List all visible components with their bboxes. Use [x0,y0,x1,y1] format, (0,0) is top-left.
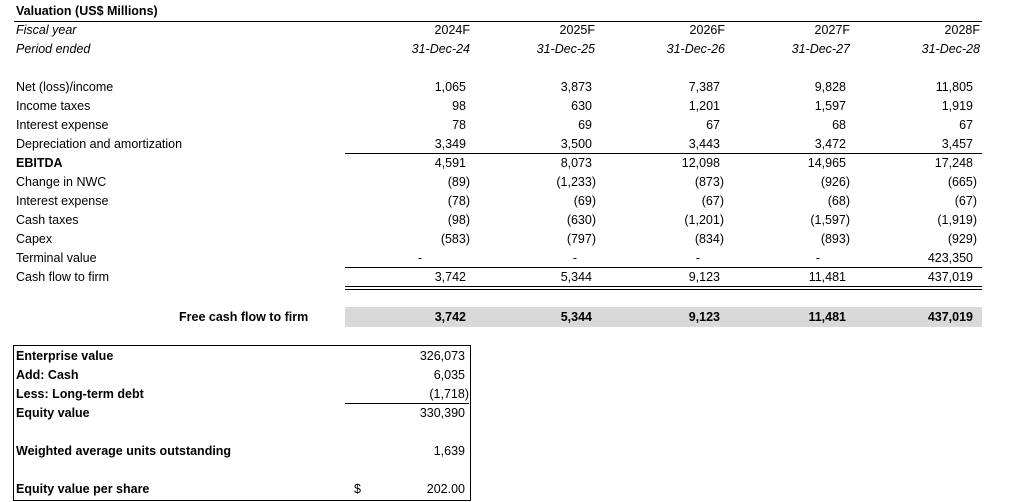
fcf-value: 11,481 [808,310,846,324]
table-cell: (1,201) [684,213,724,227]
table-cell: (630) [566,213,596,227]
year-header-2025: 2025F [559,23,595,37]
table-cell: 11,805 [935,80,973,94]
table-cell: (926) [820,175,850,189]
period-header-2025: 31-Dec-25 [536,42,595,56]
year-header-2024: 2024F [434,23,470,37]
page-title: Valuation (US$ Millions) [16,4,158,18]
row-label-interest-expense-2: Interest expense [16,194,109,208]
per-share-value: 202.00 [426,482,465,496]
less-debt-value: (1,718) [429,387,469,401]
table-cell: (67) [701,194,724,208]
table-cell: (1,597) [810,213,850,227]
table-cell: 68 [832,118,846,132]
table-cell: 3,349 [434,137,466,151]
row-label-capex: Capex [16,232,53,246]
double-rule-top [345,286,982,287]
row-label-depreciation: Depreciation and amortization [16,137,183,151]
equity-value: 330,390 [419,406,465,420]
less-debt-label: Less: Long-term debt [16,387,144,401]
table-cell: (69) [573,194,596,208]
table-cell: 17,248 [934,156,973,170]
table-cell: 67 [706,118,720,132]
table-cell: 8,073 [560,156,592,170]
period-header-2024: 31-Dec-24 [411,42,470,56]
table-cell: 9,828 [814,80,846,94]
table-cell: - [417,251,423,265]
table-cell: (583) [440,232,470,246]
equity-value-label: Equity value [16,406,90,420]
fcf-value: 9,123 [688,310,720,324]
table-cell: (893) [820,232,850,246]
table-cell: 67 [959,118,973,132]
period-label: Period ended [16,42,91,56]
enterprise-value-label: Enterprise value [16,349,114,363]
add-cash-label: Add: Cash [16,368,79,382]
year-header-2026: 2026F [689,23,725,37]
double-rule-bottom [345,289,982,290]
table-cell: (873) [694,175,724,189]
row-label-cash-taxes: Cash taxes [16,213,79,227]
table-cell: 4,591 [434,156,466,170]
row-label-change-nwc: Change in NWC [16,175,107,189]
units-outstanding-label: Weighted average units outstanding [16,444,232,458]
row-label-interest-expense: Interest expense [16,118,109,132]
table-cell: 69 [578,118,592,132]
table-cell: (665) [947,175,977,189]
fcf-value: 3,742 [434,310,466,324]
table-cell: (1,233) [556,175,596,189]
units-outstanding-value: 1,639 [433,444,465,458]
period-header-2027: 31-Dec-27 [791,42,850,56]
table-cell: (89) [447,175,470,189]
fiscal-year-label: Fiscal year [16,23,77,37]
table-cell: (929) [947,232,977,246]
table-cell: 98 [452,99,466,113]
enterprise-value: 326,073 [419,349,465,363]
table-cell: 78 [452,118,466,132]
table-cell: 3,873 [560,80,592,94]
table-cell: 1,201 [688,99,720,113]
table-cell: 437,019 [927,270,973,284]
table-cell: 630 [571,99,592,113]
table-cell: 3,742 [434,270,466,284]
table-cell: 14,965 [807,156,846,170]
fcf-label: Free cash flow to firm [179,310,309,324]
table-cell: (78) [447,194,470,208]
table-cell: - [815,251,821,265]
per-share-label: Equity value per share [16,482,150,496]
table-cell: 3,443 [688,137,720,151]
table-cell: (797) [566,232,596,246]
period-header-2028: 31-Dec-28 [921,42,980,56]
add-cash-value: 6,035 [433,368,465,382]
row-label-terminal-value: Terminal value [16,251,97,265]
table-cell: (1,919) [937,213,977,227]
row-label-net-income: Net (loss)/income [16,80,114,94]
table-cell: 11,481 [808,270,846,284]
table-cell: 3,472 [814,137,846,151]
fcf-value: 437,019 [927,310,973,324]
table-cell: 7,387 [688,80,720,94]
table-cell: 423,350 [927,251,973,265]
table-cell: (68) [827,194,850,208]
row-label-ebitda: EBITDA [16,156,63,170]
table-cell: 1,919 [941,99,973,113]
year-header-2028: 2028F [944,23,980,37]
table-cell: 1,597 [814,99,846,113]
table-cell: 9,123 [688,270,720,284]
row-label-cash-flow-to-firm: Cash flow to firm [16,270,110,284]
table-cell: - [572,251,578,265]
table-cell: 12,098 [681,156,720,170]
row-label-income-taxes: Income taxes [16,99,91,113]
table-cell: (67) [954,194,977,208]
table-cell: 1,065 [434,80,466,94]
table-cell: (834) [694,232,724,246]
table-cell: (98) [447,213,470,227]
table-cell: - [695,251,701,265]
table-cell: 3,500 [560,137,592,151]
table-cell: 5,344 [560,270,592,284]
period-header-2026: 31-Dec-26 [666,42,725,56]
fcf-value: 5,344 [560,310,592,324]
year-header-2027: 2027F [814,23,850,37]
table-cell: 3,457 [941,137,973,151]
currency-symbol: $ [354,482,361,496]
